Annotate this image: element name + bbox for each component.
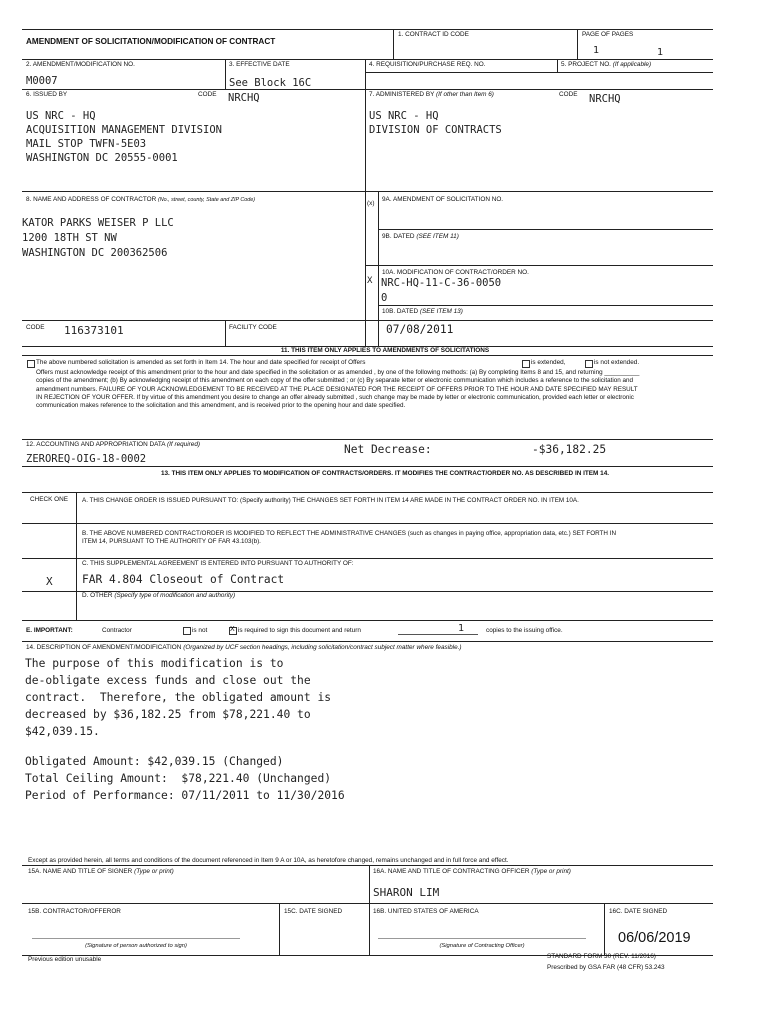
divider (369, 865, 370, 955)
item-16c-label: 16C. DATE SIGNED (609, 908, 668, 915)
item-13c-checkmark: X (46, 575, 53, 588)
divider (22, 355, 713, 356)
divider (22, 439, 713, 440)
item-12-label: 12. ACCOUNTING AND APPROPRIATION DATA (If required) (26, 441, 201, 448)
amendment-no-label: 2. AMENDMENT/MODIFICATION NO. (26, 61, 135, 68)
administered-by-code-label: CODE (559, 91, 578, 98)
divider (22, 59, 713, 60)
divider (22, 903, 713, 904)
divider (365, 59, 366, 346)
item-10a-label: 10A. MODIFICATION OF CONTRACT/ORDER NO. (382, 269, 529, 276)
important-label: E. IMPORTANT: (26, 627, 73, 634)
item-11-checkbox[interactable] (27, 360, 35, 368)
req-no-label: 4. REQUISITION/PURCHASE REQ. NO. (369, 61, 486, 68)
item-11-paragraph: Offers must acknowledge receipt of this amendment prior to the hour and date specified in the solicitation or as amended , by one of the following methods: (a) By completing Items 8 and 15, and returning __________ copies of the amendment; (b) By acknowledging receipt of this amendment on each copy of the offer submitted ; or (c) By separate letter or electronic communication which includes a reference to the solicitation and amendment numbers. FAILURE OF YOUR ACKNOWLEDGEMENT TO BE RECEIVED AT THE PLACE DESIGNATED FOR THE RECEIPT OF OFFERS PRIOR TO THE HOUR AND DATE SPECIFIED MAY RESULT IN REJECTION OF YOUR OFFER. If by virtue of this amendment you desire to change an offer already submitted , such change may be made by letter or electronic communication, provided each letter or electronic communication makes reference to the solicitation and this amendment, and is received prior to the opening hour and date specified. (36, 369, 640, 410)
item-13a-text: A. THIS CHANGE ORDER IS ISSUED PURSUANT TO: (Specify authority) THE CHANGES SET FORTH IN ITEM 14 ARE MADE IN THE CONTRACT ORDER NO. IN ITEM 10A. (82, 497, 579, 504)
divider (378, 191, 379, 346)
item-15c-label: 15C. DATE SIGNED (284, 908, 343, 915)
extended-label: is extended, (531, 359, 566, 366)
administered-by-line-1: US NRC - HQ (369, 110, 439, 122)
issued-by-line-4: WASHINGTON DC 20555-0001 (26, 152, 178, 164)
divider (22, 620, 713, 621)
item-14-line-3: contract. Therefore, the obligated amount is (25, 691, 332, 704)
contractor-line-2: 1200 18TH ST NW (22, 232, 117, 244)
item-14-line-4: decreased by $36,182.25 from $78,221.40 to (25, 708, 311, 721)
prescribed-by: Prescribed by GSA FAR (48 CFR) 53.243 (547, 964, 665, 971)
item-14-line-5: $42,039.15. (25, 725, 100, 738)
item-13d-text: D. OTHER (Specify type of modification and authority) (82, 592, 236, 599)
divider (378, 229, 713, 230)
effective-date-value: See Block 16C (229, 77, 312, 89)
officer-signature-line[interactable] (378, 938, 586, 939)
copies-underline (398, 634, 478, 635)
net-decrease-value: -$36,182.25 (532, 443, 607, 456)
is-required-text: is required to sign this document and return (238, 627, 361, 634)
divider (365, 191, 713, 192)
not-extended-checkbox[interactable] (585, 360, 593, 368)
divider (365, 320, 713, 321)
divider (22, 558, 713, 559)
divider (22, 523, 713, 524)
issued-by-label: 6. ISSUED BY (26, 91, 68, 98)
contract-id-code-label: 1. CONTRACT ID CODE (398, 31, 469, 38)
divider (225, 320, 226, 346)
effective-date-label: 3. EFFECTIVE DATE (229, 61, 290, 68)
previous-edition: Previous edition unusable (28, 956, 102, 963)
item-14-line-7: Obligated Amount: $42,039.15 (Changed) (25, 755, 284, 768)
divider (378, 305, 713, 306)
total-pages: 1 (657, 47, 664, 58)
item-14-line-8: Total Ceiling Amount: $78,221.40 (Unchanged) (25, 772, 332, 785)
is-required-mark: X (230, 626, 235, 633)
divider (279, 903, 280, 955)
item-11-line-1: The above numbered solicitation is amended as set forth in Item 14. The hour and date specified for receipt of Offers (36, 359, 366, 366)
divider (604, 903, 605, 955)
net-decrease-label: Net Decrease: (344, 443, 432, 456)
item-14-line-1: The purpose of this modification is to (25, 657, 284, 670)
divider (22, 492, 713, 493)
divider (22, 466, 713, 467)
except-text: Except as provided herein, all terms and conditions of the document referenced in Item 9 A or 10A, as heretofore changed, remains unchanged and in full force and effect. (28, 857, 509, 864)
divider (557, 59, 558, 72)
item-10b-value: 07/08/2011 (386, 323, 454, 336)
page-of-pages-label: PAGE OF PAGES (582, 31, 634, 38)
not-extended-label: is not extended. (594, 359, 640, 366)
item-14-line-9: Period of Performance: 07/11/2011 to 11/30/2016 (25, 789, 345, 802)
divider (225, 59, 226, 89)
check-one-label: CHECK ONE (30, 496, 68, 503)
item-16b-label: 16B. UNITED STATES OF AMERICA (373, 908, 479, 915)
item-11-header: 11. THIS ITEM ONLY APPLIES TO AMENDMENTS OF SOLICITATIONS (280, 347, 490, 354)
sig-person-label: (Signature of person authorized to sign) (85, 943, 187, 949)
contractor-word: Contractor (102, 627, 132, 634)
item-16a-label: 16A. NAME AND TITLE OF CONTRACTING OFFICER (Type or print) (373, 868, 571, 875)
x-column-label: (x) (367, 200, 375, 207)
item-13b-text: B. THE ABOVE NUMBERED CONTRACT/ORDER IS MODIFIED TO REFLECT THE ADMINISTRATIVE CHANGES (such as changes in paying office, appropriation data, etc.) SET FORTH IN ITEM 14, PURSUANT TO THE AUTHORITY OF FAR 43.103(b). (82, 530, 616, 546)
item-9b-label: 9B. DATED (SEE ITEM 11) (382, 233, 459, 240)
item-9a-label: 9A. AMENDMENT OF SOLICITATION NO. (382, 196, 504, 203)
contractor-label: 8. NAME AND ADDRESS OF CONTRACTOR (No., street, county, State and ZIP Code) (26, 196, 256, 203)
divider (577, 29, 578, 59)
item-15b-label: 15B. CONTRACTOR/OFFEROR (28, 908, 121, 915)
divider (22, 320, 365, 321)
is-not-checkbox[interactable] (183, 627, 191, 635)
divider (365, 265, 713, 266)
contractor-line-1: KATOR PARKS WEISER P LLC (22, 217, 174, 229)
facility-code-label: FACILITY CODE (229, 324, 277, 331)
divider (393, 29, 394, 59)
standard-form: STANDARD FORM 30 (REV. 11/2016) (547, 953, 656, 960)
item-10b-label: 10B. DATED (SEE ITEM 13) (382, 308, 463, 315)
divider (365, 72, 713, 73)
divider (76, 492, 77, 620)
administered-by-code-value: NRCHQ (589, 93, 621, 105)
contractor-signature-line[interactable] (32, 938, 240, 939)
item-10a-checkmark: X (367, 276, 373, 286)
divider (22, 89, 713, 90)
issued-by-line-3: MAIL STOP TWFN-5E03 (26, 138, 147, 150)
contractor-code-value: 116373101 (64, 324, 124, 337)
item-13c-value: FAR 4.804 Closeout of Contract (82, 573, 285, 586)
issued-by-code-value: NRCHQ (228, 92, 260, 104)
is-not-label: is not (192, 627, 208, 634)
sig-officer-label: (Signature of Contracting Officer) (439, 943, 525, 949)
extended-checkbox[interactable] (522, 360, 530, 368)
item-13-header: 13. THIS ITEM ONLY APPLIES TO MODIFICATION OF CONTRACTS/ORDERS. IT MODIFIES THE CONTRACT/ORDER NO. AS DESCRIBED IN ITEM 14. (160, 470, 610, 477)
administered-by-line-2: DIVISION OF CONTRACTS (369, 124, 502, 136)
item-13c-text: C. THIS SUPPLEMENTAL AGREEMENT IS ENTERED INTO PURSUANT TO AUTHORITY OF: (82, 560, 354, 567)
administered-by-label: 7. ADMINISTERED BY (If other than Item 6) (369, 91, 494, 98)
project-no-label: 5. PROJECT NO. (If applicable) (561, 61, 652, 68)
amendment-no-value: M0007 (26, 75, 58, 87)
item-10a-value-2: 0 (381, 292, 388, 304)
item-14-line-2: de-obligate excess funds and close out the (25, 674, 311, 687)
divider (22, 191, 365, 192)
item-14-label: 14. DESCRIPTION OF AMENDMENT/MODIFICATION (Organized by UCF section headings, including solicitation/contract subject matter where feasible.) (26, 644, 462, 651)
item-12-value: ZEROREQ-OIG-18-0002 (26, 453, 147, 465)
contractor-line-3: WASHINGTON DC 200362506 (22, 247, 168, 259)
copies-text: copies to the issuing office. (486, 627, 563, 634)
issued-by-line-2: ACQUISITION MANAGEMENT DIVISION (26, 124, 222, 136)
copies-value: 1 (458, 623, 465, 634)
item-10a-value: NRC-HQ-11-C-36-0050 (381, 277, 502, 289)
page-number: 1 (593, 45, 600, 56)
issued-by-code-label: CODE (198, 91, 217, 98)
divider (22, 641, 713, 642)
item-16a-value: SHARON LIM (373, 886, 440, 899)
item-15a-label: 15A. NAME AND TITLE OF SIGNER (Type or print) (28, 868, 174, 875)
form-title: AMENDMENT OF SOLICITATION/MODIFICATION OF CONTRACT (26, 37, 276, 46)
form-top-border (22, 29, 713, 30)
divider (22, 865, 713, 866)
contractor-code-label: CODE (26, 324, 45, 331)
issued-by-line-1: US NRC - HQ (26, 110, 96, 122)
item-16c-value: 06/06/2019 (618, 930, 691, 946)
